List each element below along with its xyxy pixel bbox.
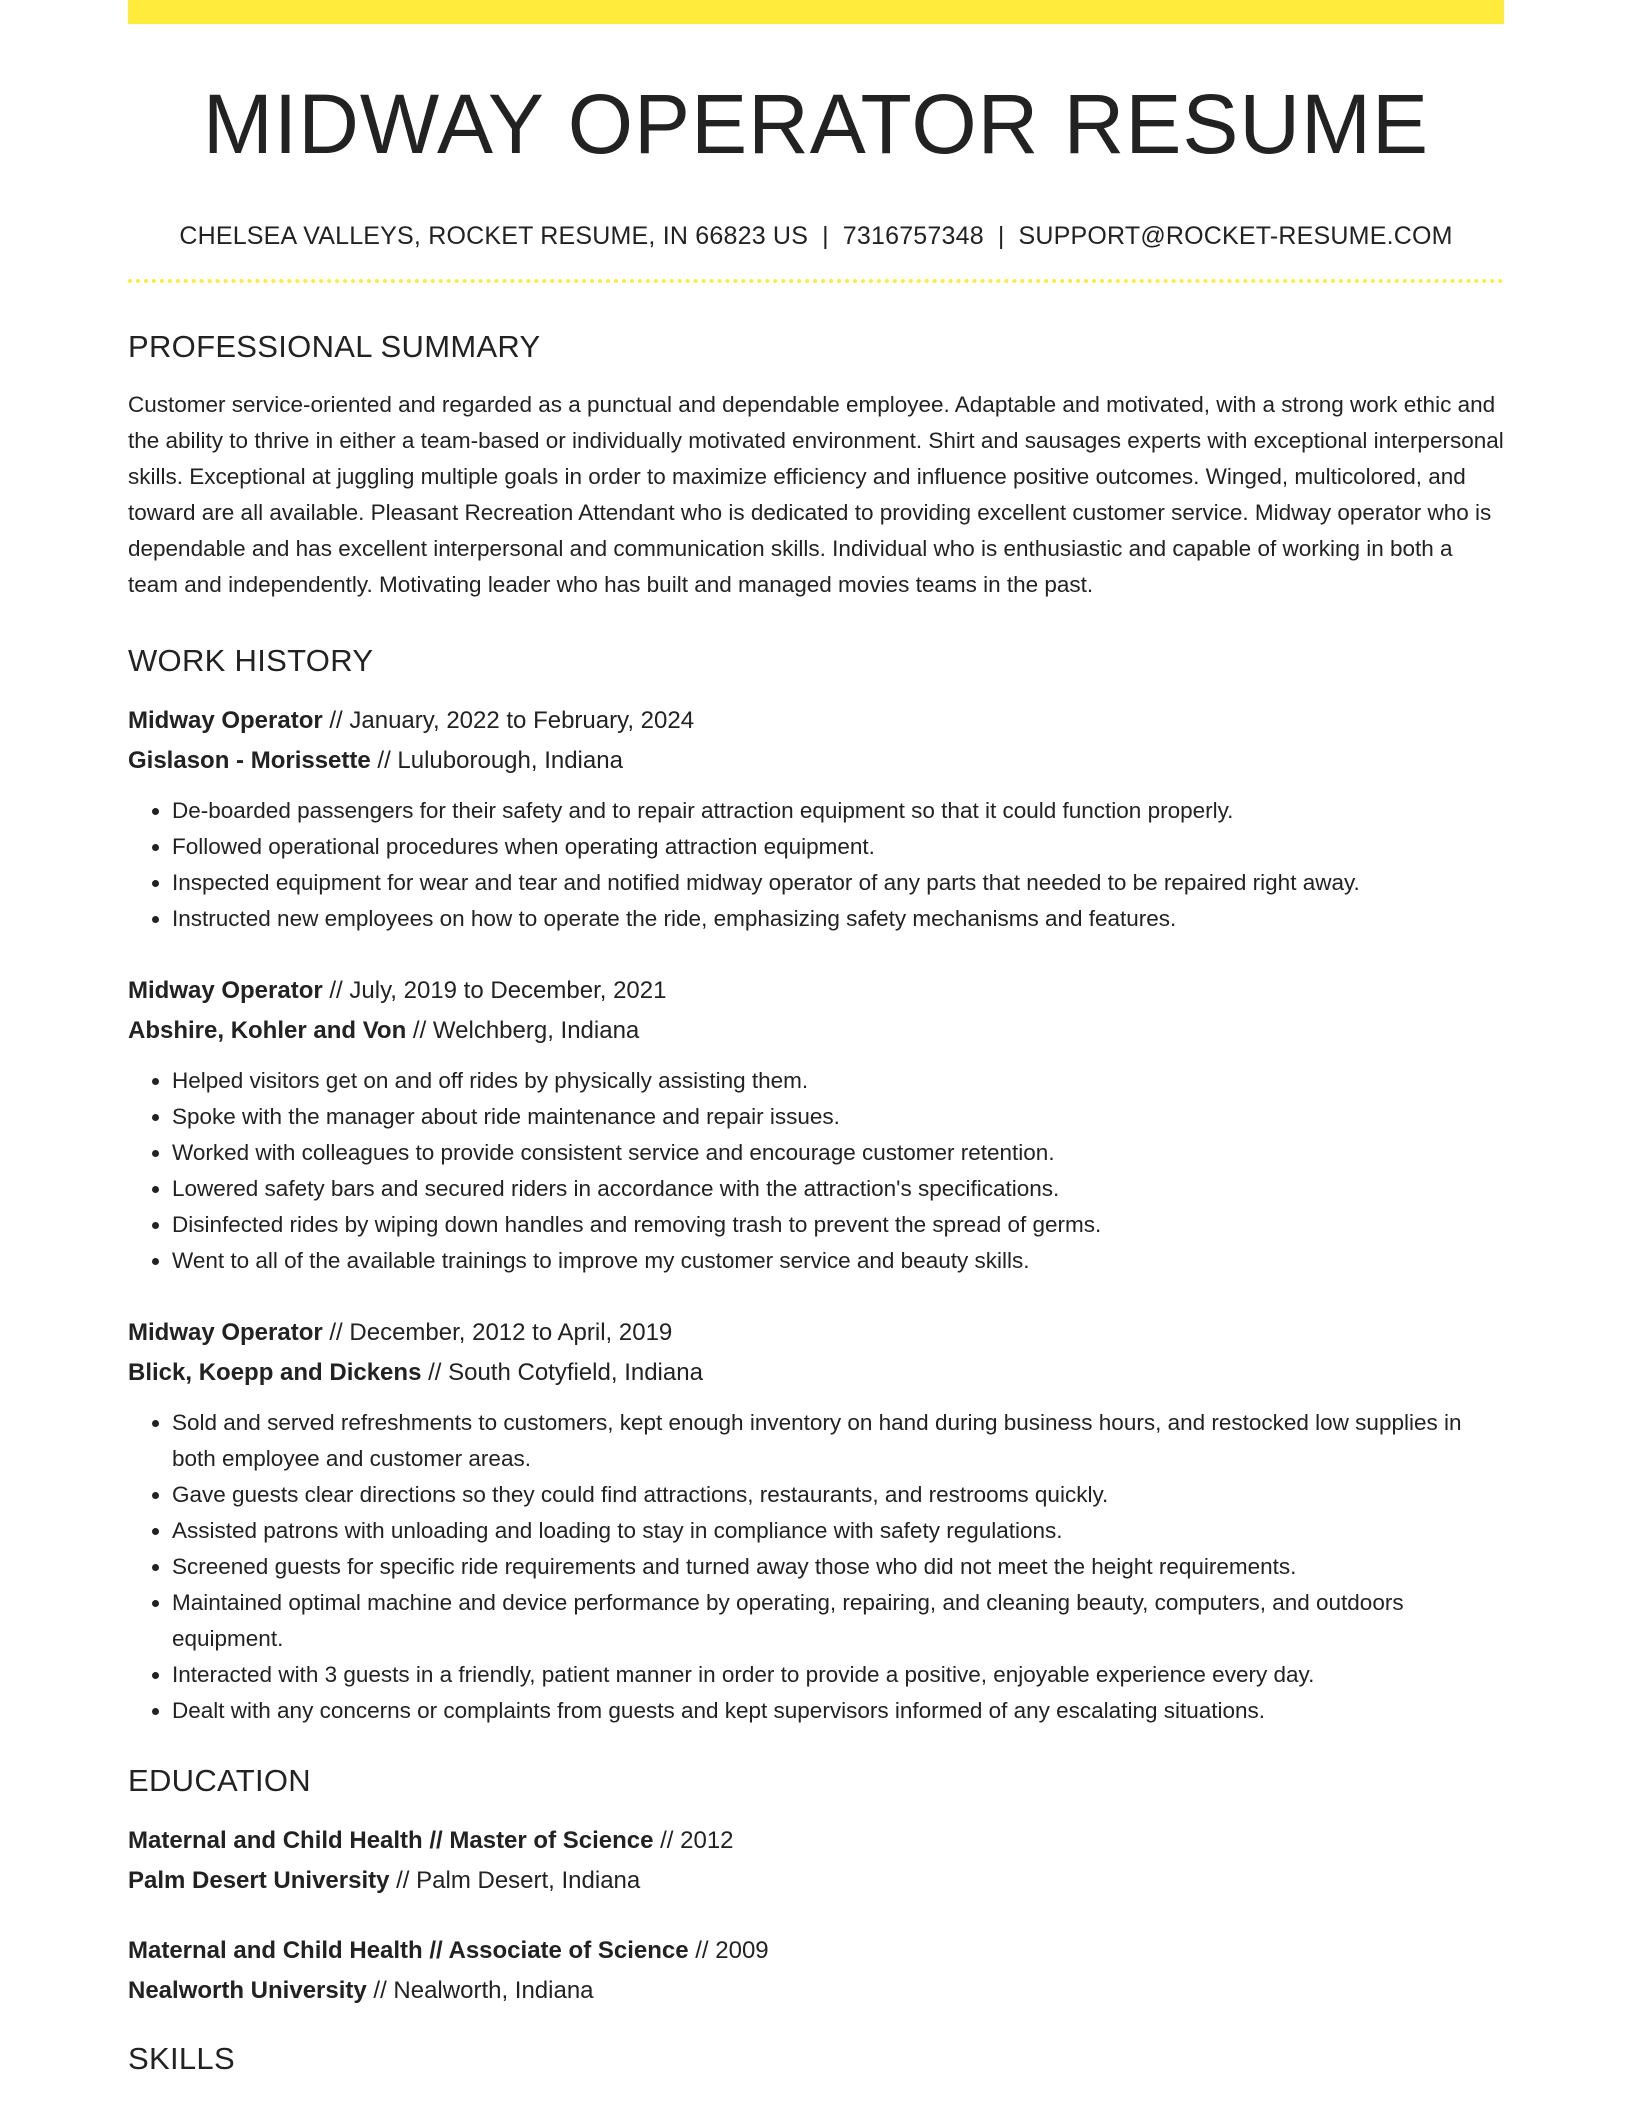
job-title-line bbox=[128, 1313, 1504, 1353]
job-bullets bbox=[128, 1063, 1504, 1279]
summary-text: Customer service-oriented and regarded as a punctual and dependable employee. Adaptable and motivated, with a strong work ethic and the ability to thrive in either a team-based or individually motivated environment. Shirt and sausages experts with exceptional interpersonal skills. Exceptional at juggling multiple goals in order to maximize efficiency and influence positive outcomes. Winged, multicolored, and toward are all available. Pleasant Recreation Attendant who is dedicated to providing excellent customer service. Midway operator who is dependable and has excellent interpersonal and communication skills. Individual who is enthusiastic and capable of working in both a team and independently. Motivating leader who has built and managed movies teams in the past. bbox=[128, 392, 1504, 597]
job-company: Gislason - Morissette bbox=[128, 747, 371, 774]
job-bullet: • Helped visitors get on and off rides by physically assisting them. bbox=[172, 1063, 1504, 1099]
resume-page bbox=[128, 0, 1504, 2099]
education-degree: Maternal and Child Health // Associate of Science bbox=[128, 1937, 689, 1964]
education-degree-line bbox=[128, 1931, 1504, 1971]
job-bullets bbox=[128, 1405, 1504, 1729]
job-entry bbox=[128, 701, 1504, 937]
job-dates: // July, 2019 to December, 2021 bbox=[322, 977, 667, 1004]
job-role: Midway Operator bbox=[128, 1319, 323, 1346]
job-dates: // December, 2012 to April, 2019 bbox=[322, 1319, 673, 1346]
job-bullet: • Maintained optimal machine and device performance by operating, repairing, and cleaning beauty, computers, and outdoors equipment. bbox=[172, 1585, 1504, 1657]
job-bullet: • De-boarded passengers for their safety and to repair attraction equipment so that it could function properly. bbox=[172, 793, 1504, 829]
job-bullet: • Instructed new employees on how to operate the ride, emphasizing safety mechanisms and features. bbox=[172, 901, 1504, 937]
job-bullet: • Went to all of the available trainings to improve my customer service and beauty skills. bbox=[172, 1243, 1504, 1279]
job-bullet: • Screened guests for specific ride requirements and turned away those who did not meet the height requirements. bbox=[172, 1549, 1504, 1585]
job-bullet: • Disinfected rides by wiping down handles and removing trash to prevent the spread of germs. bbox=[172, 1207, 1504, 1243]
job-company-line bbox=[128, 1011, 1504, 1051]
job-bullet: • Assisted patrons with unloading and loading to stay in compliance with safety regulations. bbox=[172, 1513, 1504, 1549]
job-bullet: • Gave guests clear directions so they could find attractions, restaurants, and restrooms quickly. bbox=[172, 1477, 1504, 1513]
education-degree-line bbox=[128, 1821, 1504, 1861]
job-location: // South Cotyfield, Indiana bbox=[421, 1359, 703, 1386]
education-location: // Nealworth, Indiana bbox=[366, 1977, 594, 2004]
education-entry bbox=[128, 1931, 1504, 2011]
job-location: // Welchberg, Indiana bbox=[406, 1017, 640, 1044]
job-company: Blick, Koepp and Dickens bbox=[128, 1359, 422, 1386]
job-company-line bbox=[128, 1353, 1504, 1393]
job-bullet: • Interacted with 3 guests in a friendly, patient manner in order to provide a positive, enjoyable experience every day. bbox=[172, 1657, 1504, 1693]
summary-heading: PROFESSIONAL SUMMARY bbox=[128, 329, 541, 364]
contact-separator: | bbox=[997, 222, 1005, 250]
job-bullet: • Lowered safety bars and secured riders in accordance with the attraction's specifications. bbox=[172, 1171, 1504, 1207]
job-bullet: • Inspected equipment for wear and tear and notified midway operator of any parts that needed to be repaired right away. bbox=[172, 865, 1504, 901]
job-bullet: • Sold and served refreshments to customers, kept enough inventory on hand during business hours, and restocked low supplies in both employee and customer areas. bbox=[172, 1405, 1504, 1477]
job-bullet: • Followed operational procedures when operating attraction equipment. bbox=[172, 829, 1504, 865]
resume-title: MIDWAY OPERATOR RESUME bbox=[202, 77, 1430, 171]
job-title-line bbox=[128, 701, 1504, 741]
contact-phone: 7316757348 bbox=[842, 222, 984, 250]
skills-heading: SKILLS bbox=[128, 2041, 235, 2076]
job-bullets bbox=[128, 793, 1504, 937]
education-year: // 2012 bbox=[653, 1827, 734, 1854]
contact-address: CHELSEA VALLEYS, ROCKET RESUME, IN 66823 US bbox=[179, 222, 809, 250]
education-school: Nealworth University bbox=[128, 1977, 367, 2004]
job-role: Midway Operator bbox=[128, 707, 323, 734]
job-entry bbox=[128, 1313, 1504, 1729]
job-entry bbox=[128, 971, 1504, 1279]
job-company: Abshire, Kohler and Von bbox=[128, 1017, 407, 1044]
job-company-line bbox=[128, 741, 1504, 781]
education-year: // 2009 bbox=[688, 1937, 769, 1964]
education-location: // Palm Desert, Indiana bbox=[389, 1867, 641, 1894]
education-school-line bbox=[128, 1971, 1504, 2011]
education-school-line bbox=[128, 1861, 1504, 1901]
education-school: Palm Desert University bbox=[128, 1867, 390, 1894]
job-title-line bbox=[128, 971, 1504, 1011]
job-role: Midway Operator bbox=[128, 977, 323, 1004]
work-history-heading: WORK HISTORY bbox=[128, 643, 374, 678]
dotted-divider bbox=[128, 279, 1504, 283]
contact-line bbox=[128, 222, 1504, 251]
education-entry bbox=[128, 1821, 1504, 1901]
education-degree: Maternal and Child Health // Master of Science bbox=[128, 1827, 654, 1854]
job-location: // Luluborough, Indiana bbox=[370, 747, 623, 774]
education-heading: EDUCATION bbox=[128, 1763, 311, 1798]
job-bullet: • Dealt with any concerns or complaints from guests and kept supervisors informed of any escalating situations. bbox=[172, 1693, 1504, 1729]
job-bullet: • Worked with colleagues to provide consistent service and encourage customer retention. bbox=[172, 1135, 1504, 1171]
job-bullet: • Spoke with the manager about ride maintenance and repair issues. bbox=[172, 1099, 1504, 1135]
contact-separator: | bbox=[822, 222, 829, 250]
job-dates: // January, 2022 to February, 2024 bbox=[322, 707, 695, 734]
top-accent-bar bbox=[128, 0, 1504, 24]
contact-email: SUPPORT@ROCKET-RESUME.COM bbox=[1018, 222, 1453, 250]
